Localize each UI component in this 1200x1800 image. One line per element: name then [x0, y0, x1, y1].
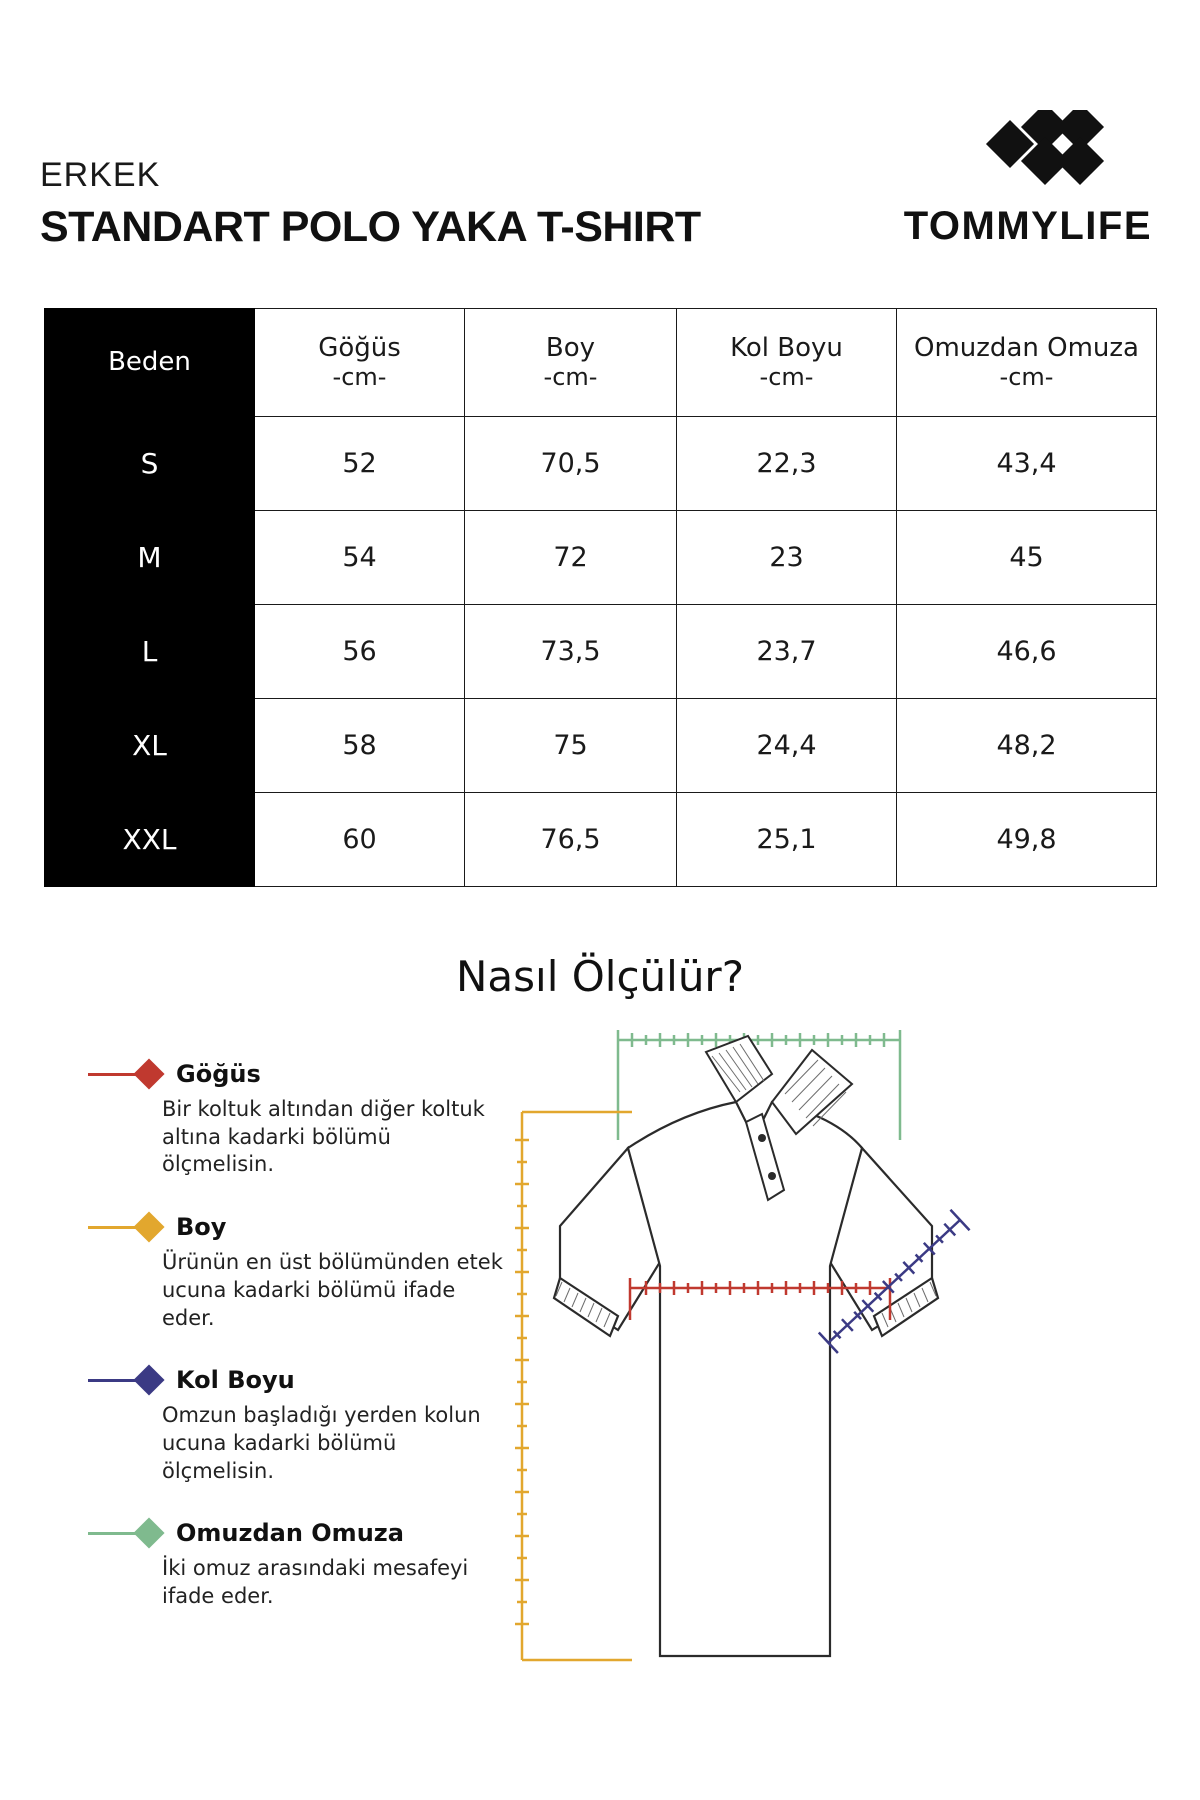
howto-title: Nasıl Ölçülür? — [455, 952, 744, 1001]
cell-boy: 73,5 — [465, 605, 677, 699]
cell-kol: 25,1 — [677, 793, 897, 887]
header — [40, 110, 1160, 249]
cell-kol: 23,7 — [677, 605, 897, 699]
cell-boy: 76,5 — [465, 793, 677, 887]
column-header-omuzdan-omuza: Omuzdan Omuza -cm- — [897, 309, 1157, 417]
column-header-beden: Beden — [45, 309, 255, 417]
legend-description: İki omuz arasındaki mesafeyi ifade eder. — [162, 1556, 469, 1609]
legend-head — [88, 1366, 508, 1394]
length-color-line — [88, 1226, 140, 1229]
cell-gogus: 54 — [255, 511, 465, 605]
cell-boy: 70,5 — [465, 417, 677, 511]
shirt-outline — [554, 1102, 938, 1656]
cell-kol: 24,4 — [677, 699, 897, 793]
legend-label: Omuzdan Omuza — [176, 1519, 404, 1548]
cell-omuz: 46,6 — [897, 605, 1157, 699]
polo-shirt-measurement-diagram — [500, 1030, 1060, 1690]
brand-block — [904, 110, 1160, 249]
cell-size: L — [45, 605, 255, 699]
legend-item-omuzdan-omuza — [88, 1519, 508, 1610]
column-header-gogus: Göğüs -cm- — [255, 309, 465, 417]
cell-size: XL — [45, 699, 255, 793]
sleeve-diamond-icon — [133, 1365, 164, 1396]
shoulder-diamond-icon — [133, 1518, 164, 1549]
table-row — [45, 699, 1157, 793]
legend-item-kol-boyu — [88, 1366, 508, 1485]
cell-gogus: 58 — [255, 699, 465, 793]
brand-name: TOMMYLIFE — [903, 204, 1152, 248]
cell-omuz: 43,4 — [897, 417, 1157, 511]
legend-head — [88, 1213, 508, 1241]
tommylife-diamond-logo-icon — [933, 110, 1123, 194]
table-header-row — [45, 309, 1157, 417]
legend-head — [88, 1519, 508, 1547]
legend-item-boy — [88, 1213, 508, 1332]
table-row — [45, 793, 1157, 887]
cell-omuz: 49,8 — [897, 793, 1157, 887]
cell-size: S — [45, 417, 255, 511]
page-title: STANDART POLO YAKA T-SHIRT — [40, 203, 701, 251]
page-eyebrow: ERKEK — [40, 156, 161, 194]
cell-boy: 72 — [465, 511, 677, 605]
legend-description: Bir koltuk altından diğer koltuk altına kadarki bölümü ölçmelisin. — [162, 1097, 485, 1177]
table-row — [45, 511, 1157, 605]
chest-color-line — [88, 1073, 140, 1076]
legend-item-gogus — [88, 1060, 508, 1179]
legend-label: Kol Boyu — [176, 1366, 295, 1395]
cell-boy: 75 — [465, 699, 677, 793]
legend-description: Ürünün en üst bölümünden etek ucuna kadarki bölümü ifade eder. — [162, 1250, 503, 1330]
column-header-boy: Boy -cm- — [465, 309, 677, 417]
cell-kol: 23 — [677, 511, 897, 605]
legend-label: Göğüs — [176, 1060, 261, 1088]
length-diamond-icon — [133, 1212, 164, 1243]
legend-description: Omzun başladığı yerden kolun ucuna kadarki bölümü ölçmelisin. — [162, 1403, 481, 1483]
table-row — [45, 417, 1157, 511]
cell-size: M — [45, 511, 255, 605]
cell-omuz: 48,2 — [897, 699, 1157, 793]
column-header-kol-boyu: Kol Boyu -cm- — [677, 309, 897, 417]
legend-head — [88, 1060, 508, 1088]
cell-gogus: 56 — [255, 605, 465, 699]
legend-label: Boy — [176, 1213, 227, 1242]
sleeve-color-line — [88, 1379, 140, 1382]
shirt-svg — [500, 1030, 1060, 1690]
cell-gogus: 52 — [255, 417, 465, 511]
table-row — [45, 605, 1157, 699]
chest-diamond-icon — [133, 1058, 164, 1089]
title-block — [40, 158, 701, 249]
cell-kol: 22,3 — [677, 417, 897, 511]
cell-omuz: 45 — [897, 511, 1157, 605]
measurement-legend — [88, 1060, 508, 1645]
cell-size: XXL — [45, 793, 255, 887]
size-table — [44, 308, 1157, 887]
cell-gogus: 60 — [255, 793, 465, 887]
